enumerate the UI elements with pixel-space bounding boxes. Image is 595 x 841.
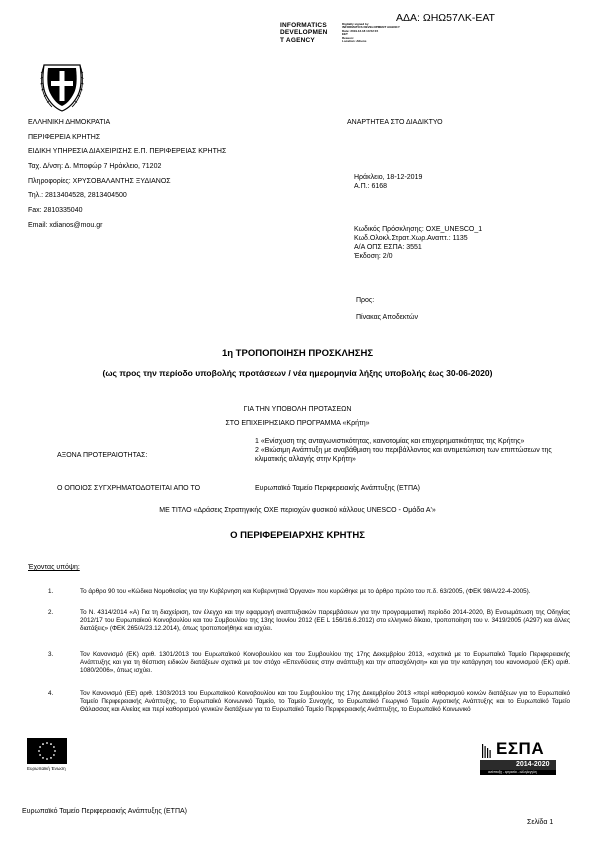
espa-years: 2014-2020 <box>516 761 550 768</box>
governor-heading: Ο ΠΕΡΙΦΕΡΕΙΑΡΧΗΣ ΚΡΗΤΗΣ <box>230 530 365 541</box>
fund-value: Ευρωπαϊκό Ταμείο Περιφερειακής Ανάπτυξης (ΕΤΠΑ) <box>255 485 420 492</box>
ada-code: ΑΔΑ: ΩΗΩ57ΛΚ-ΕΑΤ <box>396 12 495 24</box>
call-code-line: Έκδοση: 2/0 <box>354 253 393 261</box>
signer-line: T AGENCY <box>280 36 315 44</box>
intro-line: ΓΙΑ ΤΗΝ ΥΠΟΒΟΛΗ ΠΡΟΤΑΣΕΩΝ <box>243 406 352 413</box>
list-item <box>48 588 568 608</box>
eu-star <box>42 743 44 745</box>
list-item <box>48 651 568 687</box>
eu-star <box>38 750 40 752</box>
axis-label: ΑΞΟΝΑ ΠΡΟΤΕΡΑΙΟΤΗΤΑΣ: <box>57 452 148 459</box>
date-line: Ηράκλειο, 18-12-2019 <box>354 174 423 181</box>
digital-signature-block <box>280 22 400 44</box>
signer-line: DEVELOPMEN <box>280 29 328 37</box>
eu-star <box>39 746 41 748</box>
item-text: Τον Κανονισμό (ΕΚ) αριθ. 1301/2013 του Ευρωπαϊκού Κοινοβουλίου και του Συμβουλίου της 17ης Δεκεμβρίου 2013, «σχετικά με το Ευρωπαϊκό Ταμείο Περιφερειακής Ανάπτυξης και για τη θέσπιση ειδικών διατάξεων σχετικά με τον στόχο «Επενδύσεις στην ανάπτυξη και την απασχόληση» και για την κατάργηση του κανονισμού (ΕΚ) αριθ. 1080/2006», όπως ισχύει. <box>80 651 570 674</box>
espa-name: ΕΣΠΑ <box>496 739 545 758</box>
item-text: Το Ν. 4314/2014 «Α) Για τη διαχείριση, τον έλεγχο και την εφαρμογή αναπτυξιακών παρεμβάσεων για την προγραμματική περίοδο 2014-2020, Β) Ενσωμάτωση της Οδηγίας 2012/17 του Ευρωπαϊκού Κοινοβουλίου και του Συμβουλίου της 13ης Ιουνίου 2012 (ΕΕ L 156/16.6.2012) στο ελληνικό δίκαιο, τροποποίηση του ν. 3419/2005 (Α297) και άλλες διατάξεις» (ΦΕΚ 265/Α/23.12.2014), όπως τροποποιήθηκε και ισχύει. <box>80 609 570 632</box>
axis-value: 1 «Ενίσχυση της ανταγωνιστικότητας, καινοτομίας και επιχειρηματικότητας της Κρήτης» <box>255 438 525 445</box>
eu-flag-icon <box>27 738 67 764</box>
document-subtitle: (ως προς την περίοδο υποβολής προτάσεων / νέα ημερομηνία λήξης υποβολής έως 30-06-2020) <box>102 368 493 378</box>
signature-detail-line: INFORMATICS DEVELOPMENT AGENCY <box>342 25 400 30</box>
signature-details <box>342 23 402 44</box>
call-code-line: Κωδικός Πρόσκλησης: ΟΧΕ_UNESCO_1 <box>354 226 483 233</box>
eu-star <box>53 746 55 748</box>
signature-detail-line: Digitally signed by <box>342 22 369 26</box>
sender-line: Fax: 2810335040 <box>28 207 83 215</box>
to-label: Προς: <box>356 297 375 304</box>
sender-line: Πληροφορίες: ΧΡΥΣΟΒΑΛΑΝΤΗΣ ΞΥΔΙΑΝΟΣ <box>28 177 171 185</box>
eu-star <box>46 758 48 760</box>
intro-line: ΣΤΟ ΕΠΙΧΕΙΡΗΣΙΑΚΟ ΠΡΟΓΡΑΜΜΑ «Κρήτη» <box>225 420 370 427</box>
protocol-line: Α.Π.: 6168 <box>354 183 388 191</box>
eu-star <box>54 750 56 752</box>
signer-line: INFORMATICS <box>280 22 327 29</box>
axis-values <box>255 437 555 464</box>
date-protocol-block <box>354 173 422 191</box>
eu-star <box>42 757 44 759</box>
signature-detail-line: EET <box>342 32 348 37</box>
signature-detail-line: Date: 2019.12.18 13:52:15 <box>342 28 379 33</box>
item-number: 1. <box>48 588 54 595</box>
posting-note: ΑΝΑΡΤΗΤΕΑ ΣΤΟ ΔΙΑΔΙΚΤΥΟ <box>347 119 443 126</box>
titled-line: ΜΕ ΤΙΤΛΟ «Δράσεις Στρατηγικής ΟΧΕ περιοχών φυσικού κάλλους UNESCO - Ομάδα Α'» <box>159 507 436 514</box>
list-item <box>48 690 568 732</box>
sender-email: Email: xdianos@mou.gr <box>28 221 103 229</box>
list-item <box>48 609 568 649</box>
item-number: 2. <box>48 609 54 616</box>
sender-line: Ταχ. Δ/νση: Δ. Μποφώρ 7 Ηράκλειο, 71202 <box>28 163 162 171</box>
call-codes-block <box>354 225 482 261</box>
sender-block <box>28 118 226 236</box>
greek-coat-of-arms-icon <box>38 55 86 113</box>
document-title: 1η ΤΡΟΠΟΠΟΙΗΣΗ ΠΡΟΣΚΛΗΣΗΣ <box>221 348 374 359</box>
recipients: Πίνακας Αποδεκτών <box>356 314 418 321</box>
eu-star <box>39 754 41 756</box>
sender-line: ΕΙΔΙΚΗ ΥΠΗΡΕΣΙΑ ΔΙΑΧΕΙΡΙΣΗΣ Ε.Π. ΠΕΡΙΦΕΡΕΙΑΣ ΚΡΗΤΗΣ <box>28 148 227 156</box>
eu-star <box>50 743 52 745</box>
item-number: 3. <box>48 651 54 658</box>
eu-star <box>46 742 48 744</box>
espa-logo-icon <box>480 738 556 776</box>
fund-label: Ο ΟΠΟΙΟΣ ΣΥΓΧΡΗΜΑΤΟΔΟΤΕΙΤΑΙ ΑΠΟ ΤΟ <box>57 485 201 492</box>
call-code-line: Κωδ.Ολοκλ.Στρατ.Χωρ.Αναπτ.: 1135 <box>354 235 468 243</box>
axis-value: 2 «Βιώσιμη Ανάπτυξη με αναβάθμιση του περιβάλλοντος και αντιμετώπιση των επιπτώσεων της κλιματικής αλλαγής στην Κρήτη» <box>255 447 552 464</box>
eu-caption: Ευρωπαϊκή Ένωση <box>27 766 66 771</box>
signature-detail-line: Location: Athens <box>342 39 367 44</box>
sender-line: ΕΛΛΗΝΙΚΗ ΔΗΜΟΚΡΑΤΙΑ <box>28 119 111 126</box>
eu-star <box>53 754 55 756</box>
item-text: Τον Κανονισμό (ΕΕ) αριθ. 1303/2013 του Ευρωπαϊκού Κοινοβουλίου και του Συμβουλίου της 17ης Δεκεμβρίου 2013 «περί καθορισμού κοινών διατάξεων για το Ευρωπαϊκό Ταμείο Περιφερειακής Ανάπτυξης, το Ευρωπαϊκό Κοινωνικό Ταμείο, το Ταμείο Συνοχής, το Ευρωπαϊκό Γεωργικό Ταμείο Αγροτικής Ανάπτυξης και το Ευρωπαϊκό Ταμείο Θάλασσας και Αλιείας και περί καθορισμού γενικών διατάξεων για το Ευρωπαϊκό Ταμείο Περιφερειακής Ανάπτυξης, το Ευρωπαϊκό Κοινωνικό <box>80 690 570 713</box>
signature-detail-line: Reason: <box>342 35 354 40</box>
item-number: 4. <box>48 690 54 697</box>
sender-line: ΠΕΡΙΦΕΡΕΙΑ ΚΡΗΤΗΣ <box>28 133 101 141</box>
considering-label: Έχοντας υπόψη: <box>28 564 80 571</box>
page-number: Σελίδα 1 <box>527 819 554 826</box>
call-code-line: Α/Α ΟΠΣ ΕΣΠΑ: 3551 <box>354 244 422 252</box>
sender-line: Τηλ.: 2813404528, 2813404500 <box>28 192 127 200</box>
eu-star <box>50 757 52 759</box>
item-text: Το άρθρο 90 του «Κώδικα Νομοθεσίας για την Κυβέρνηση και Κυβερνητικά Όργανα» που κυρώθηκε με το άρθρο πρώτο του π.δ. 63/2005, (ΦΕΚ 98/Α/22-4-2005). <box>80 588 531 595</box>
espa-tagline: ανάπτυξη - εργασία - αλληλεγγύη <box>488 770 537 774</box>
footer-fund: Ευρωπαϊκό Ταμείο Περιφερειακής Ανάπτυξης (ΕΤΠΑ) <box>22 808 187 815</box>
